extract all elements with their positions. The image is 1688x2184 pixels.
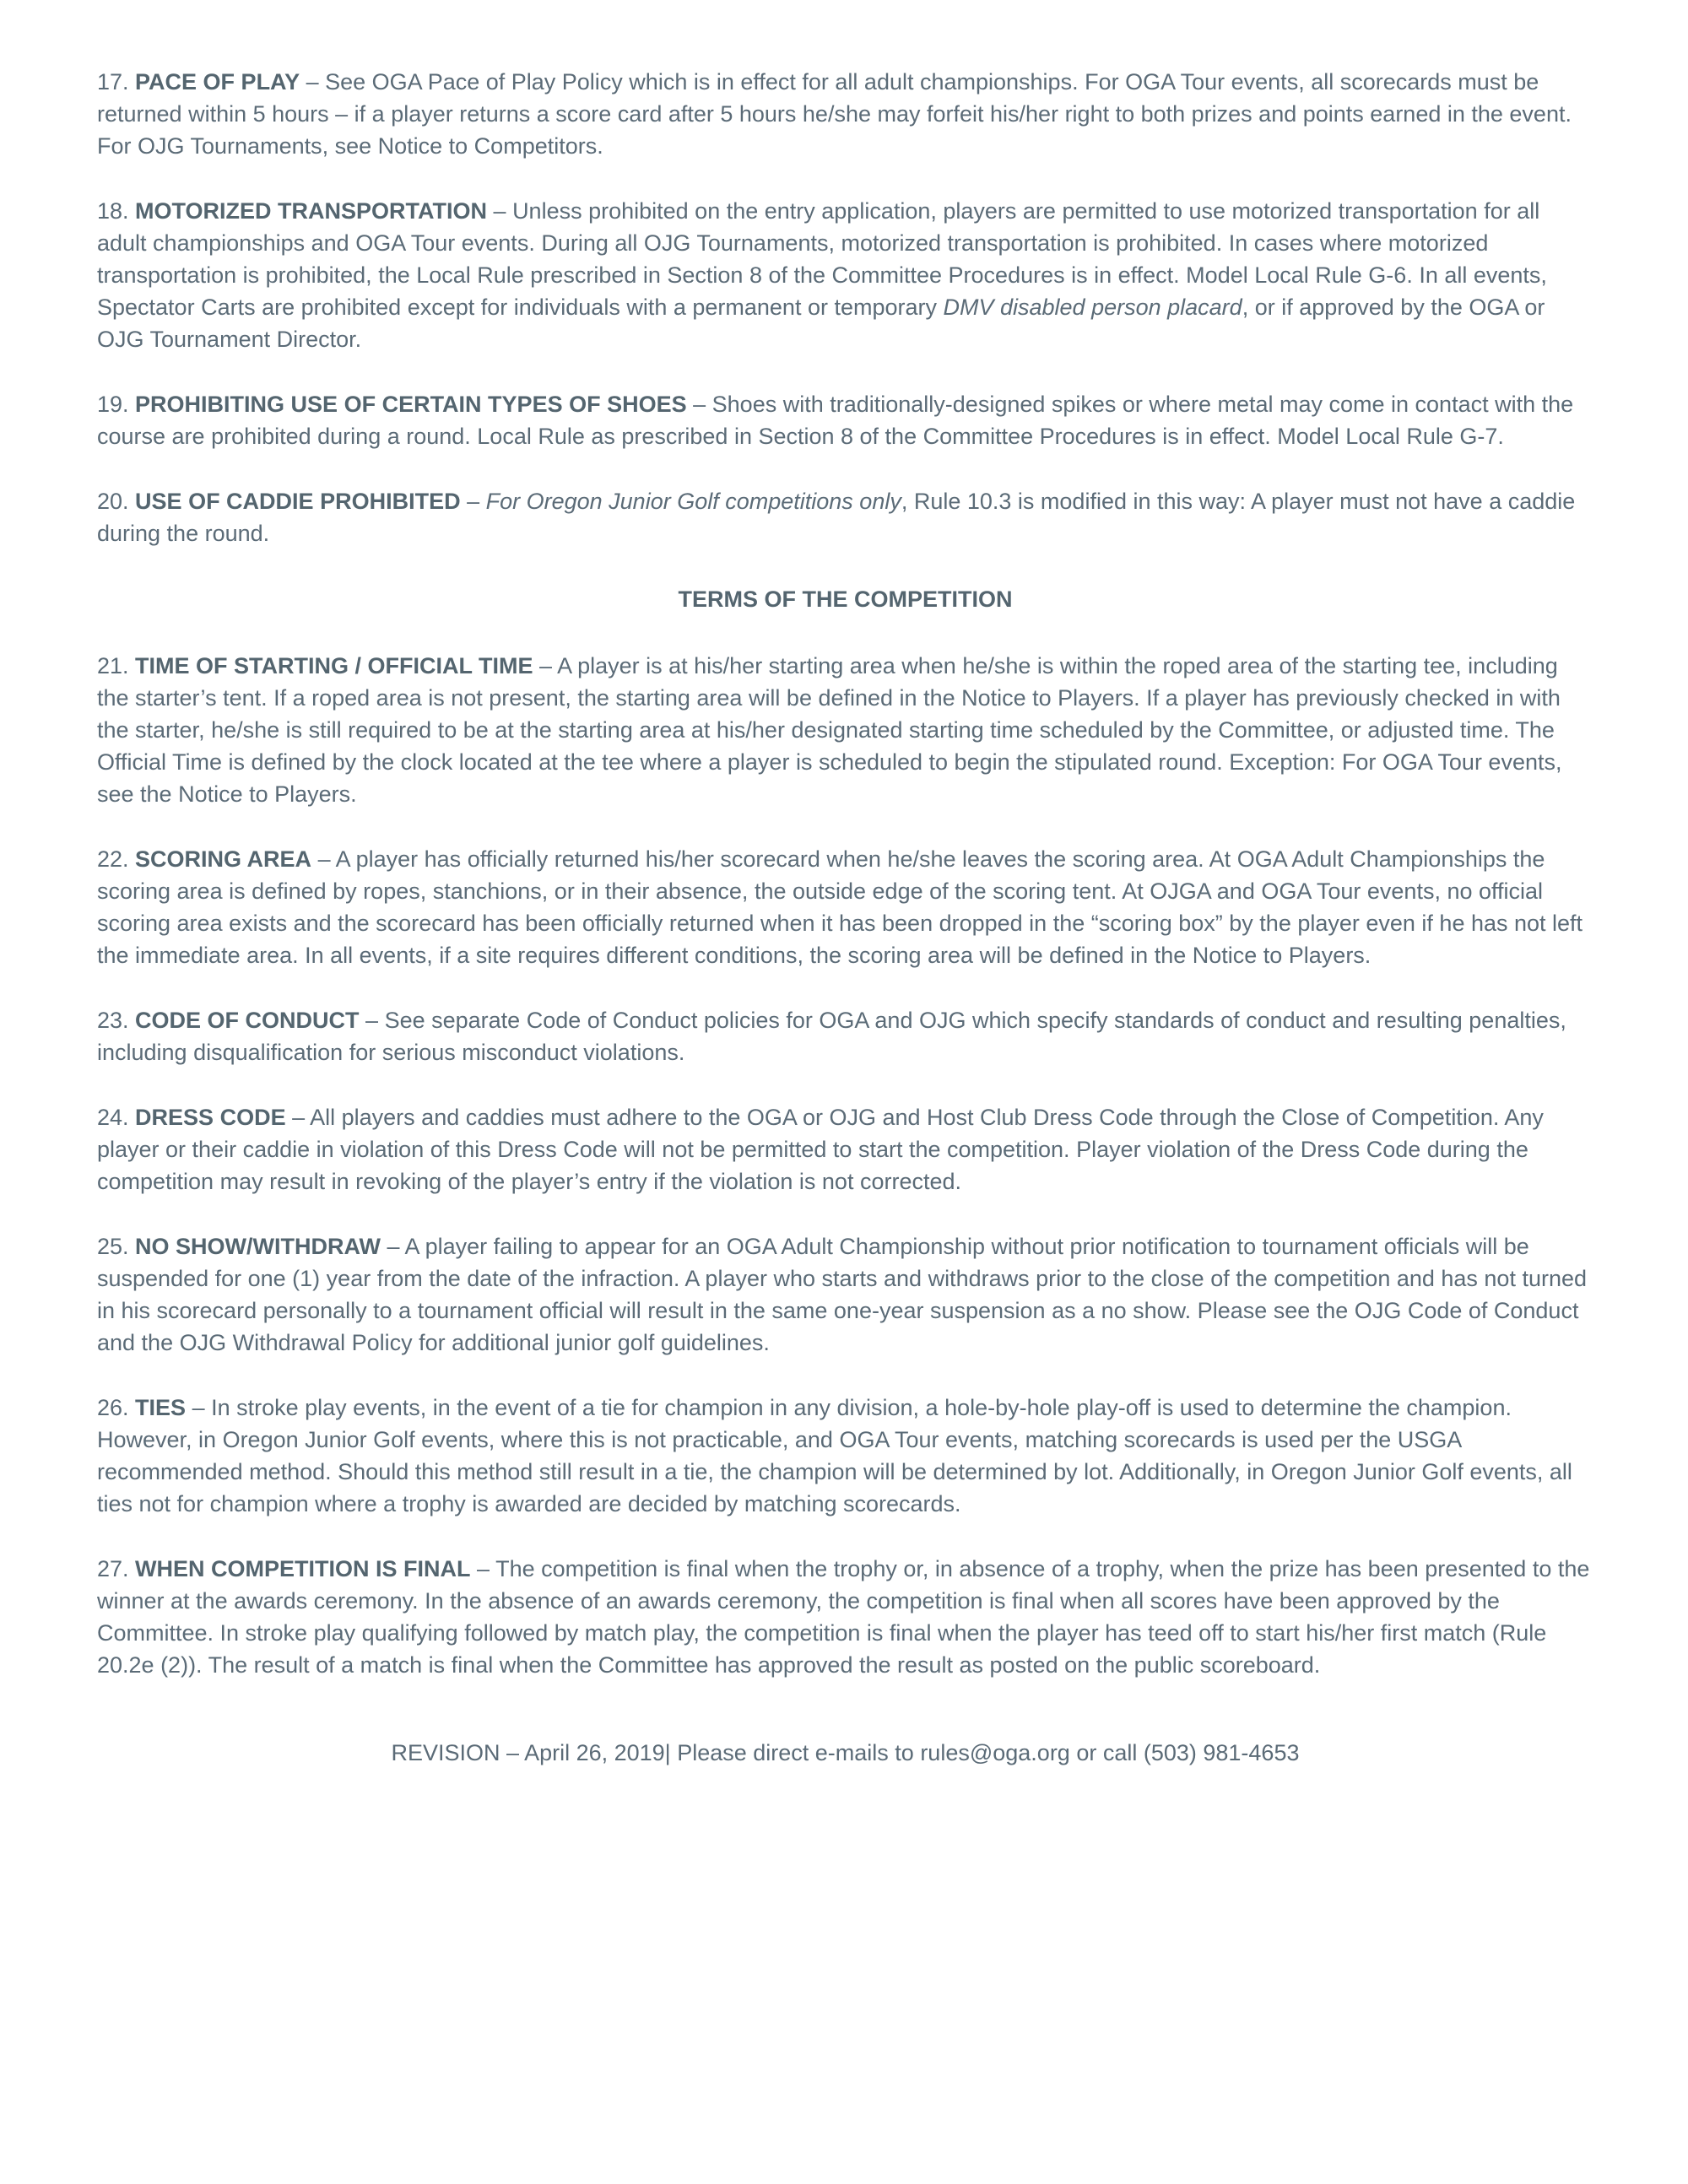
dash-separator: –	[300, 69, 326, 95]
dash-separator: –	[686, 392, 712, 417]
document-content	[97, 66, 1593, 1769]
rule-number: 23.	[97, 1008, 136, 1033]
rule-body-text: The competition is final when the trophy or, in absence of a trophy, when the prize has been presented to the winner at the awards ceremony. In the absence of an awards ceremony, the competition is final when all scores have been approved by the Committee. In stroke play qualifying followed by match play, the competition is final when the player has teed off to start his/her first match (Rule 20.2e (2)). The result of a match is final when the Committee has approved the result as posted on the public scoreboard.	[97, 1556, 1590, 1678]
rule-title: WHEN COMPETITION IS FINAL	[135, 1556, 471, 1581]
rule-number: 19.	[97, 392, 136, 417]
rule-body-text: A player is at his/her starting area when he/she is within the roped area of the starting tee, including the starter’s tent. If a roped area is not present, the starting area will be defined in the Notice to Players. If a player has previously checked in with the starter, he/she is still required to be at the starting area at his/her designated starting time scheduled by the Committee, or adjusted time. The Official Time is defined by the clock located at the tee where a player is scheduled to begin the stipulated round. Exception: For OGA Tour events, see the Notice to Players.	[97, 653, 1562, 807]
rule-body-text: In stroke play events, in the event of a tie for champion in any division, a hole-by-hole play-off is used to determine the champion. However, in Oregon Junior Golf events, where this is not practicable, and OGA Tour events, matching scorecards is used per the USGA recommended method. Should this method still result in a tie, the champion will be determined by lot. Additionally, in Oregon Junior Golf events, all ties not for champion where a trophy is awarded are decided by matching scorecards.	[97, 1395, 1572, 1516]
rule-26	[97, 1392, 1593, 1520]
rule-body-italic: DMV disabled person placard	[943, 295, 1242, 320]
rule-title: TIME OF STARTING / OFFICIAL TIME	[135, 653, 533, 678]
rule-17	[97, 66, 1593, 162]
rule-20	[97, 485, 1593, 549]
rule-23	[97, 1004, 1593, 1068]
rule-number: 27.	[97, 1556, 136, 1581]
rule-body-italic: For Oregon Junior Golf competitions only	[485, 489, 901, 514]
rule-27	[97, 1553, 1593, 1681]
rule-number: 24.	[97, 1105, 136, 1130]
dash-separator: –	[311, 846, 336, 872]
rule-21	[97, 650, 1593, 810]
dash-separator: –	[487, 198, 513, 224]
dash-separator: –	[533, 653, 558, 678]
rule-number: 17.	[97, 69, 136, 95]
rule-24	[97, 1101, 1593, 1197]
rule-title: SCORING AREA	[135, 846, 312, 872]
dash-separator: –	[285, 1105, 311, 1130]
dash-separator: –	[470, 1556, 496, 1581]
rule-number: 21.	[97, 653, 136, 678]
rule-body-text: Shoes with traditionally-designed spikes or where metal may come in contact with the course are prohibited during a round. Local Rule as prescribed in Section 8 of the Committee Procedures is in effect. Model Local Rule G-7.	[97, 392, 1574, 449]
rule-number: 18.	[97, 198, 136, 224]
rule-title: USE OF CADDIE PROHIBITED	[135, 489, 461, 514]
rule-title: CODE OF CONDUCT	[135, 1008, 360, 1033]
dash-separator: –	[460, 489, 486, 514]
rule-title: PROHIBITING USE OF CERTAIN TYPES OF SHOES	[135, 392, 687, 417]
dash-separator: –	[359, 1008, 385, 1033]
dash-separator: –	[186, 1395, 212, 1420]
rule-body-text: , or if approved by the OGA or OJG Tournament Director.	[97, 295, 1545, 352]
rule-number: 25.	[97, 1234, 136, 1259]
rule-body-text: Unless prohibited on the entry application, players are permitted to use motorized transportation for all adult championships and OGA Tour events. During all OJG Tournaments, motorized transportation is prohibited. In cases where motorized transportation is prohibited, the Local Rule prescribed in Section 8 of the Committee Procedures is in effect. Model Local Rule G-6. In all events, Spectator Carts are prohibited except for individuals with a permanent or temporary	[97, 198, 1547, 320]
section-heading-terms-of-the-competition: TERMS OF THE COMPETITION	[678, 587, 1013, 612]
dash-separator: –	[381, 1234, 405, 1259]
rule-body-text: See OGA Pace of Play Policy which is in effect for all adult championships. For OGA Tour events, all scorecards must be returned within 5 hours – if a player returns a score card after 5 hours he/she may forfeit his/her right to both prizes and points earned in the event. For OJG Tournaments, see Notice to Competitors.	[97, 69, 1572, 159]
rule-body-text: , Rule 10.3 is modified in this way: A player must not have a caddie during the round.	[97, 489, 1576, 546]
rule-18	[97, 195, 1593, 355]
rule-title: MOTORIZED TRANSPORTATION	[135, 198, 488, 224]
footer-revision-line: REVISION – April 26, 2019| Please direct e-mails to rules@oga.org or call (503) 981-4653	[391, 1740, 1300, 1765]
rule-body-text: A player failing to appear for an OGA Adult Championship without prior notification to tournament officials will be suspended for one (1) year from the date of the infraction. A player who starts and withdraws prior to the close of the competition and has not turned in his scorecard personally to a tournament official will result in the same one-year suspension as a no show. Please see the OJG Code of Conduct and the OJG Withdrawal Policy for additional junior golf guidelines.	[97, 1234, 1588, 1355]
rule-number: 20.	[97, 489, 136, 514]
rule-title: TIES	[135, 1395, 187, 1420]
rule-body-text: All players and caddies must adhere to the OGA or OJG and Host Club Dress Code through the Close of Competition. Any player or their caddie in violation of this Dress Code will not be permitted to start the competition. Player violation of the Dress Code during the competition may result in revoking of the player’s entry if the violation is not corrected.	[97, 1105, 1544, 1194]
rule-number: 22.	[97, 846, 136, 872]
rule-22	[97, 843, 1593, 971]
rule-body-text: See separate Code of Conduct policies for OGA and OJG which specify standards of conduct and resulting penalties, including disqualification for serious misconduct violations.	[97, 1008, 1566, 1065]
rule-19	[97, 388, 1593, 452]
rule-title: PACE OF PLAY	[135, 69, 300, 95]
rule-25	[97, 1230, 1593, 1359]
rule-body-text: A player has officially returned his/her scorecard when he/she leaves the scoring area. At OGA Adult Championships the scoring area is defined by ropes, stanchions, or in their absence, the outside edge of the scoring tent. At OJGA and OGA Tour events, no official scoring area exists and the scorecard has been officially returned when it has been dropped in the “scoring box” by the player even if he has not left the immediate area. In all events, if a site requires different conditions, the scoring area will be defined in the Notice to Players.	[97, 846, 1583, 968]
rule-number: 26.	[97, 1395, 136, 1420]
rule-title: DRESS CODE	[135, 1105, 286, 1130]
rule-title: NO SHOW/WITHDRAW	[135, 1234, 381, 1259]
